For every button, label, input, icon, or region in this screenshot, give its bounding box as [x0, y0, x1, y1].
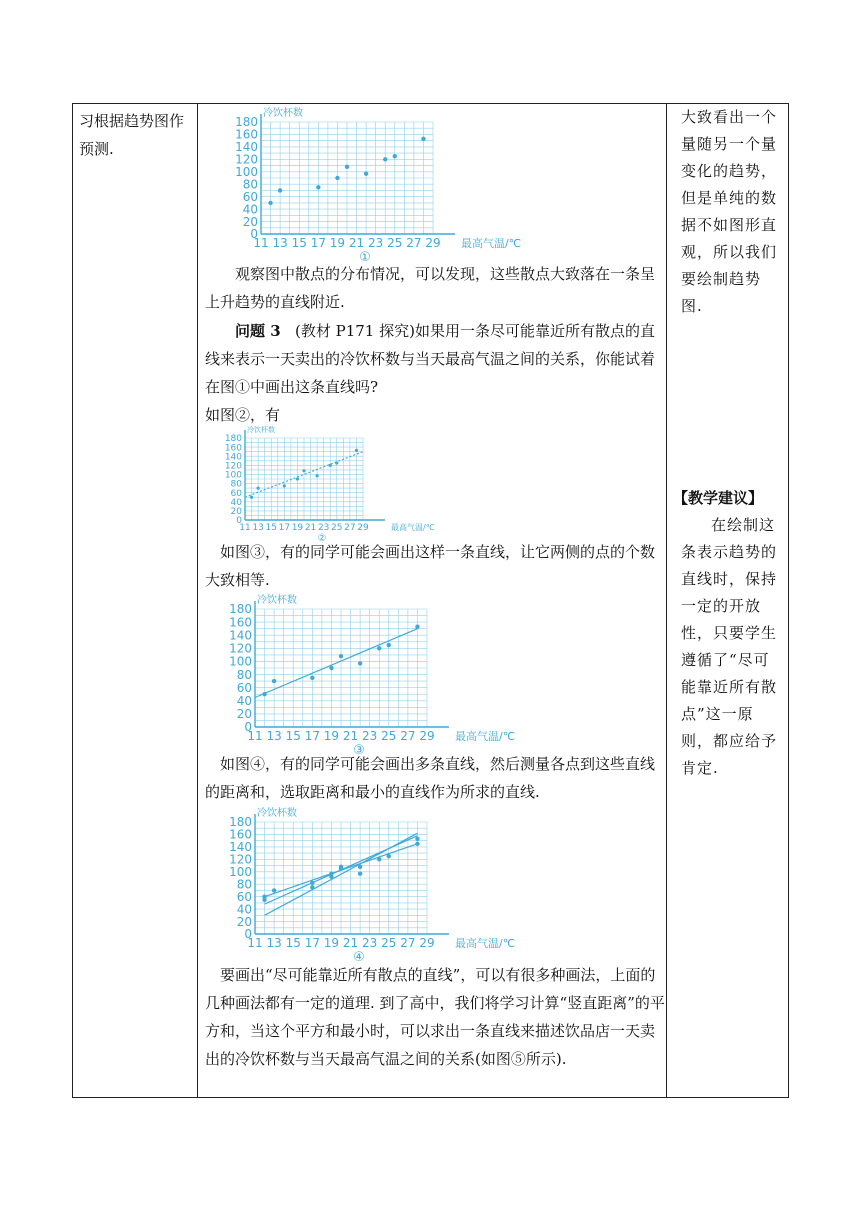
right-note: 大致看出一个量随另一个量变化的趋势，但是单纯的数据不如图形直观，所以我们要绘制趋势图. [681, 108, 778, 315]
data-point [316, 474, 319, 477]
data-point [250, 496, 253, 499]
x-tick-label: 29 [419, 729, 435, 743]
x-tick-label: 25 [381, 936, 397, 950]
y-tick-label: 60 [236, 889, 252, 904]
chart-svg [225, 104, 525, 265]
data-point [302, 469, 305, 472]
x-tick-label: 19 [291, 523, 304, 533]
data-point [335, 461, 338, 464]
data-point [257, 487, 260, 490]
chart-svg [219, 804, 519, 965]
y-tick-label: 100 [229, 654, 252, 669]
y-axis-label: 冷饮杯数 [257, 595, 297, 606]
y-tick-label: 0 [244, 720, 252, 735]
data-point [310, 881, 314, 885]
data-point [383, 157, 387, 161]
y-tick-label: 0 [250, 227, 258, 242]
x-tick-label: 15 [285, 729, 301, 743]
data-point [316, 185, 320, 189]
x-tick-label: 17 [310, 236, 326, 250]
data-point [278, 188, 282, 192]
x-axis-label: 最高气温/℃ [391, 523, 435, 532]
x-tick-label: 11 [247, 936, 263, 950]
y-tick-label: 180 [229, 815, 252, 830]
y-tick-label: 40 [236, 902, 252, 917]
scatter-chart-2 [223, 422, 435, 544]
y-tick-label: 20 [236, 707, 252, 722]
y-tick-label: 40 [230, 497, 242, 508]
x-tick-label: 17 [278, 523, 291, 533]
x-tick-label: 23 [317, 523, 330, 533]
y-tick-label: 60 [230, 488, 242, 499]
x-tick-label: 13 [252, 523, 264, 533]
x-tick-label: 27 [400, 729, 416, 743]
x-tick-label: 11 [239, 523, 251, 533]
y-tick-label: 180 [229, 602, 252, 617]
data-point [329, 871, 333, 875]
x-tick-label: 21 [304, 523, 317, 533]
scatter-chart-1 [225, 104, 525, 263]
x-tick-label: 29 [425, 236, 441, 250]
figure-label: ③ [353, 743, 365, 758]
data-point [329, 666, 333, 670]
y-tick-label: 180 [235, 115, 258, 130]
final-paragraph: 要画出“尽可能靠近所有散点的直线”，可以有很多种画法，上面的几种画法都有一定的道理. 到了高中，我们将学习计算“竖直距离”的平方和，当这个平方和最小时，可以求出一条直线来描述饮品店一天卖出的冷饮杯数与当天最高气温之间的关系(如图⑤所示). [205, 966, 665, 1068]
y-tick-label: 100 [229, 864, 252, 879]
data-point [339, 865, 343, 869]
x-axis-label: 最高气温/℃ [455, 937, 516, 950]
data-point [358, 661, 362, 665]
x-tick-label: 19 [323, 936, 340, 950]
x-tick-label: 19 [323, 729, 340, 743]
x-tick-label: 13 [266, 936, 282, 950]
x-tick-label: 15 [285, 936, 301, 950]
y-tick-label: 60 [242, 189, 258, 204]
figure-4-text: 如图④，有的同学可能会画出多条直线，然后测量各点到这些直线的距离和，选取距离和最小的直线作为所求的直线. [205, 755, 656, 801]
teaching-tip-title: 【教学建议】 [673, 489, 764, 507]
y-tick-label: 120 [224, 461, 242, 472]
data-point [415, 842, 419, 846]
teaching-tip-body: 在绘制这条表示趋势的直线时，保持一定的开放性，只要学生遵循了“尽可能靠近所有散点”这一原则，都应给予肯定. [681, 516, 778, 777]
x-tick-label: 25 [331, 523, 343, 533]
y-tick-label: 160 [235, 127, 258, 142]
chart-svg [219, 591, 519, 758]
data-point [262, 692, 266, 696]
data-point [377, 646, 381, 650]
y-tick-label: 0 [236, 516, 242, 527]
x-tick-label: 27 [344, 523, 356, 533]
x-tick-label: 29 [357, 523, 369, 533]
data-point [268, 201, 272, 205]
data-point [329, 464, 332, 467]
left-column-text: 习根据趋势图作预测. [79, 112, 185, 158]
x-tick-label: 21 [342, 936, 359, 950]
lesson-table [72, 103, 789, 1098]
figure-label: ② [317, 533, 327, 544]
x-tick-label: 17 [304, 936, 320, 950]
x-tick-label: 15 [265, 523, 277, 533]
question-3-text: (教材 P171 探究)如果用一条尽可能靠近所有散点的直线来表示一天卖出的冷饮杯数与当天最高气温之间的关系，你能试着在图①中画出这条直线吗? [205, 322, 656, 396]
x-tick-label: 23 [362, 936, 378, 950]
data-point [393, 154, 397, 158]
data-point [387, 854, 391, 858]
x-tick-label: 23 [362, 729, 378, 743]
x-tick-label: 25 [387, 236, 403, 250]
y-tick-label: 140 [224, 452, 242, 463]
y-tick-label: 160 [224, 443, 242, 454]
x-tick-label: 13 [266, 729, 282, 743]
y-tick-label: 120 [229, 641, 252, 656]
x-axis-label: 最高气温/℃ [461, 237, 522, 250]
data-point [262, 898, 266, 902]
y-axis-label: 冷饮杯数 [257, 808, 297, 819]
y-tick-label: 140 [229, 840, 252, 855]
x-tick-label: 11 [253, 236, 269, 250]
y-tick-label: 20 [236, 914, 252, 929]
data-point [296, 477, 299, 480]
data-point [345, 165, 349, 169]
y-tick-label: 120 [229, 852, 252, 867]
question-3-label: 问题 3 [235, 322, 281, 340]
y-axis-label: 冷饮杯数 [247, 426, 275, 434]
y-tick-label: 160 [229, 615, 252, 630]
data-point [364, 171, 368, 175]
x-tick-label: 21 [342, 729, 359, 743]
y-tick-label: 140 [229, 628, 252, 643]
y-tick-label: 140 [235, 140, 258, 155]
column-divider [666, 104, 667, 1097]
x-tick-label: 15 [291, 236, 307, 250]
data-point [377, 857, 381, 861]
figure-2-intro: 如图②，有 [205, 406, 281, 424]
data-point [358, 865, 362, 869]
data-point [272, 679, 276, 683]
y-tick-label: 20 [230, 507, 242, 518]
figure-3-text: 如图③，有的同学可能会画出这样一条直线，让它两侧的点的个数大致相等. [205, 543, 656, 589]
question-3 [205, 317, 665, 401]
x-tick-label: 23 [368, 236, 384, 250]
figure-label: ④ [353, 950, 365, 965]
data-point [283, 484, 286, 487]
y-tick-label: 120 [235, 152, 258, 167]
data-point [387, 643, 391, 647]
y-tick-label: 80 [242, 177, 258, 192]
x-tick-label: 13 [272, 236, 288, 250]
y-tick-label: 100 [224, 470, 242, 481]
y-tick-label: 80 [236, 877, 252, 892]
x-tick-label: 17 [304, 729, 320, 743]
data-point [339, 654, 343, 658]
y-tick-label: 180 [224, 434, 242, 445]
y-tick-label: 80 [236, 667, 252, 682]
data-point [421, 137, 425, 141]
y-tick-label: 40 [242, 202, 258, 217]
x-tick-label: 21 [348, 236, 365, 250]
scatter-chart-3 [219, 591, 519, 760]
y-tick-label: 100 [235, 164, 258, 179]
x-tick-label: 27 [400, 936, 416, 950]
data-point [415, 837, 419, 841]
data-point [310, 885, 314, 889]
column-divider [197, 104, 198, 1097]
y-tick-label: 80 [230, 479, 242, 490]
data-point [415, 625, 419, 629]
data-point [335, 176, 339, 180]
chart-svg [223, 422, 435, 544]
y-tick-label: 0 [244, 927, 252, 942]
y-tick-label: 40 [236, 693, 252, 708]
y-tick-label: 60 [236, 680, 252, 695]
x-tick-label: 29 [419, 936, 435, 950]
x-tick-label: 11 [247, 729, 263, 743]
data-point [358, 871, 362, 875]
y-tick-label: 20 [242, 214, 258, 229]
x-tick-label: 25 [381, 729, 397, 743]
observe-paragraph: 观察图中散点的分布情况，可以发现，这些散点大致落在一条呈上升趋势的直线附近. [205, 265, 656, 311]
data-point [355, 449, 358, 452]
figure-label: ① [359, 250, 371, 265]
x-tick-label: 27 [406, 236, 422, 250]
trend-line [255, 629, 417, 698]
data-point [310, 676, 314, 680]
y-axis-label: 冷饮杯数 [263, 108, 303, 119]
y-tick-label: 160 [229, 827, 252, 842]
x-axis-label: 最高气温/℃ [455, 730, 516, 743]
scatter-chart-4 [219, 804, 519, 965]
data-point [272, 888, 276, 892]
x-tick-label: 19 [329, 236, 346, 250]
